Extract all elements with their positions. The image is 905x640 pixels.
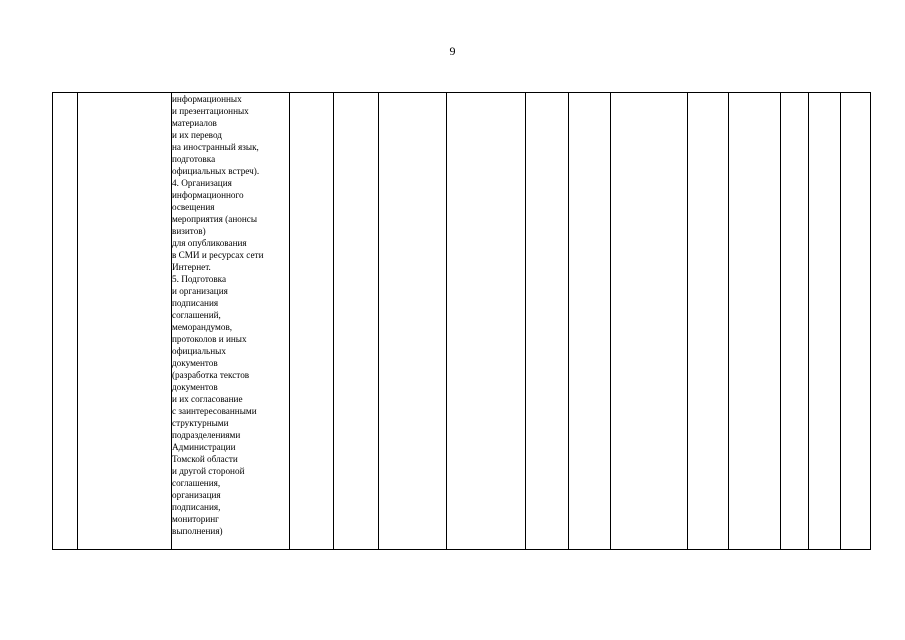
table-cell — [729, 93, 781, 550]
text-line: информационного — [172, 190, 244, 200]
text-line: Администрации — [172, 442, 236, 452]
text-line: 5. Подготовка — [172, 274, 227, 284]
text-line: информационных — [172, 94, 242, 104]
text-line: документов — [172, 358, 218, 368]
text-line: на иностранный язык, — [172, 142, 259, 152]
table-cell — [290, 93, 334, 550]
text-line: подготовка — [172, 154, 216, 164]
text-line: визитов) — [172, 226, 206, 236]
text-line: протоколов и иных — [172, 334, 247, 344]
text-line: официальных встреч). — [172, 166, 260, 176]
text-line: подписания, — [172, 502, 221, 512]
table-row — [53, 93, 871, 550]
text-line: мониторинг — [172, 514, 219, 524]
text-line: и их перевод — [172, 130, 222, 140]
text-line: с заинтересованными — [172, 406, 257, 416]
table-cell-number — [53, 93, 78, 550]
text-line: организация — [172, 490, 221, 500]
text-line: в СМИ и ресурсах сети — [172, 250, 264, 260]
text-line: структурными — [172, 418, 229, 428]
text-line: и их согласование — [172, 394, 243, 404]
text-line: для опубликования — [172, 238, 247, 248]
table-cell-activities — [172, 93, 290, 550]
page-number: 9 — [449, 44, 456, 58]
text-line: документов — [172, 382, 218, 392]
text-line: и презентационных — [172, 106, 249, 116]
table-cell — [569, 93, 611, 550]
table-cell — [688, 93, 729, 550]
text-line: (разработка текстов — [172, 370, 250, 380]
text-line: соглашений, — [172, 310, 221, 320]
table-cell — [334, 93, 379, 550]
activities-text — [172, 93, 289, 537]
text-line: и другой стороной — [172, 466, 245, 476]
table-cell — [526, 93, 569, 550]
table-cell — [781, 93, 809, 550]
text-line: и организация — [172, 286, 228, 296]
text-line: подразделениями — [172, 430, 241, 440]
table-cell-name — [78, 93, 172, 550]
text-line: выполнения) — [172, 526, 223, 536]
table-cell — [841, 93, 871, 550]
table-cell — [611, 93, 688, 550]
text-line: 4. Организация — [172, 178, 232, 188]
document-table — [52, 92, 871, 550]
text-line: освещения — [172, 202, 215, 212]
text-line: Интернет. — [172, 262, 211, 272]
text-line: официальных — [172, 346, 226, 356]
table-cell — [447, 93, 526, 550]
text-line: подписания — [172, 298, 219, 308]
table-cell — [379, 93, 447, 550]
text-line: мероприятия (анонсы — [172, 214, 258, 224]
table-cell — [809, 93, 841, 550]
text-line: соглашения, — [172, 478, 221, 488]
text-line: меморандумов, — [172, 322, 233, 332]
text-line: Томской области — [172, 454, 238, 464]
text-line: материалов — [172, 118, 217, 128]
